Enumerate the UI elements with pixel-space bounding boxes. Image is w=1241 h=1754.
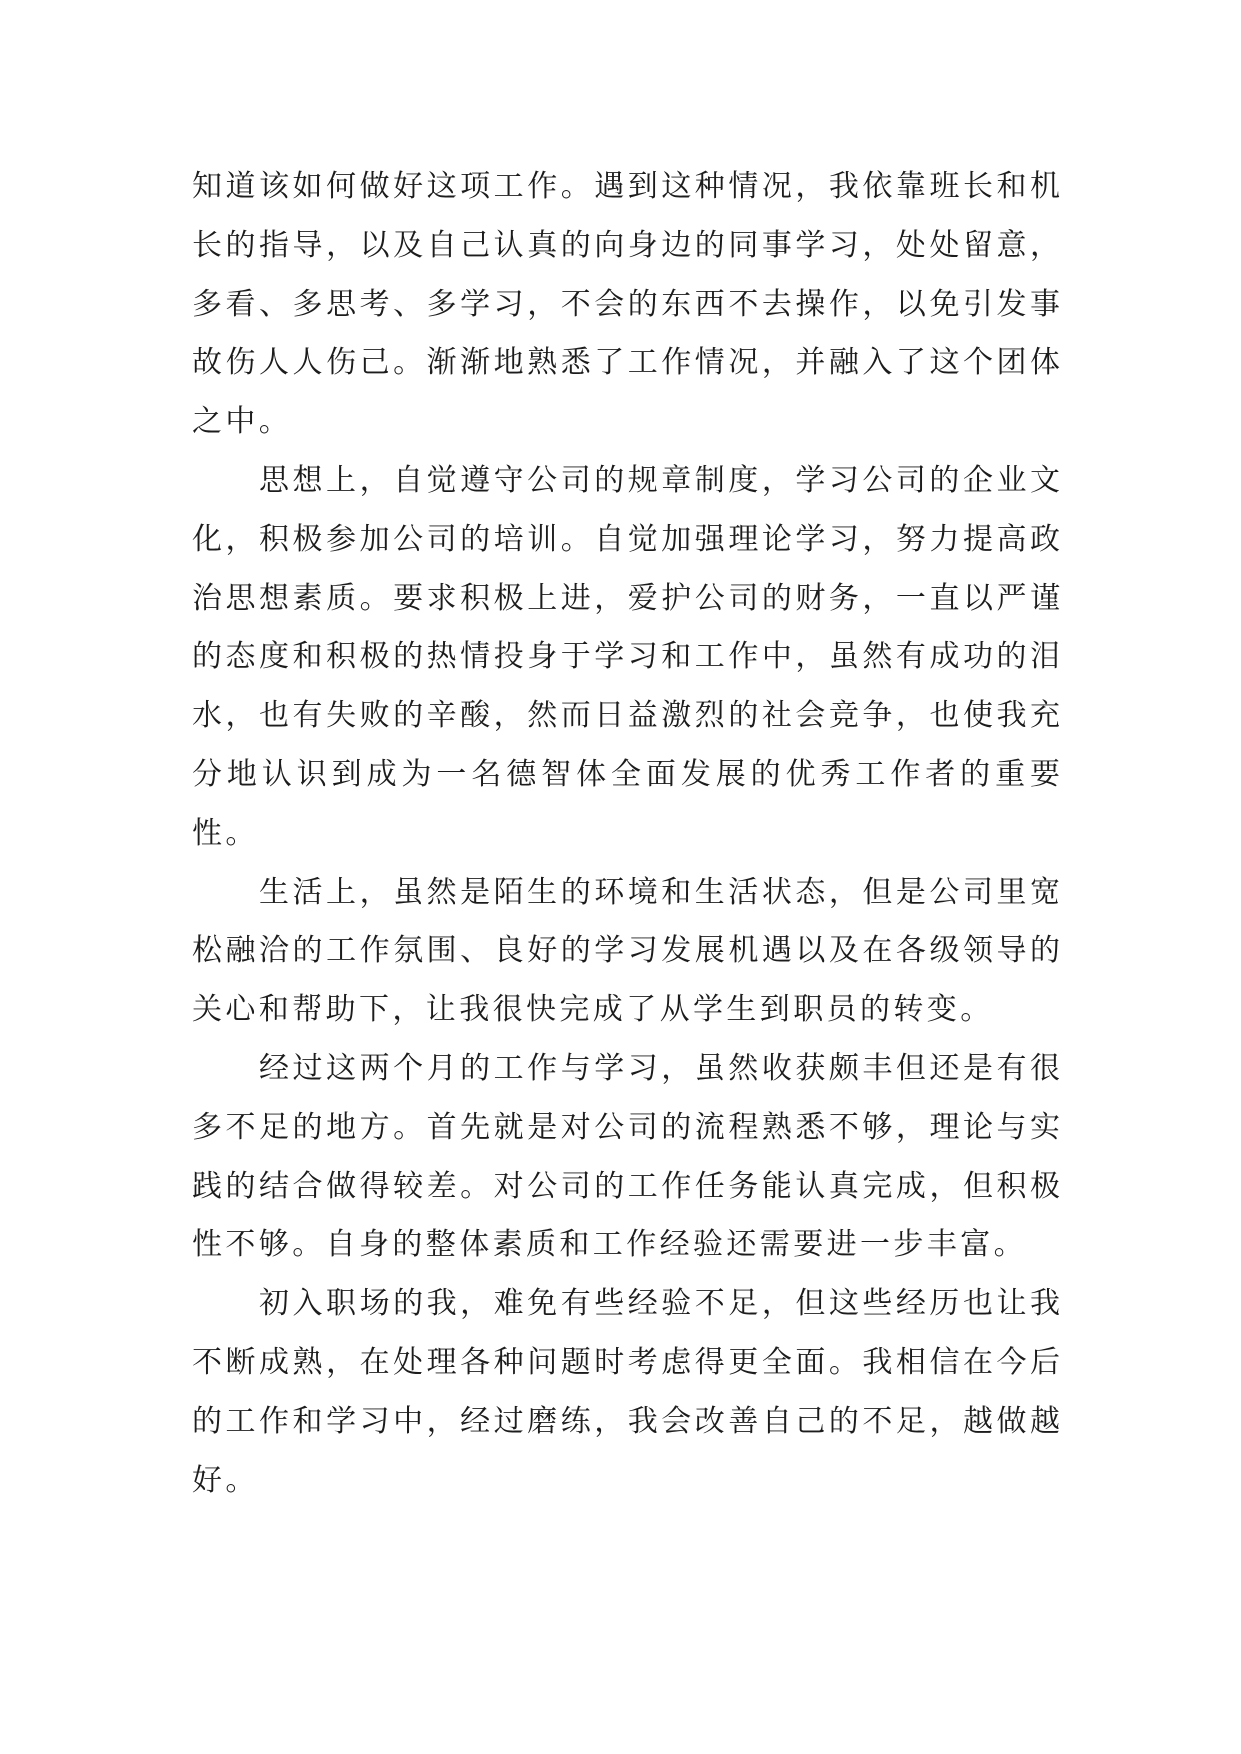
text-line: 不断成熟，在处理各种问题时考虑得更全面。我相信在今后 (192, 1344, 1060, 1380)
text-line: 经过这两个月的工作与学习，虽然收获颇丰但还是有很 (259, 1050, 1060, 1086)
paragraph-continued (192, 158, 1060, 452)
text-line: 性。 (192, 815, 259, 851)
text-line: 化，积极参加公司的培训。自觉加强理论学习，努力提高政 (192, 521, 1060, 557)
text-line: 多不足的地方。首先就是对公司的流程熟悉不够，理论与实 (192, 1109, 1060, 1145)
text-line: 松融洽的工作氛围、良好的学习发展机遇以及在各级领导的 (192, 933, 1060, 969)
text-line: 初入职场的我，难免有些经验不足，但这些经历也让我 (259, 1286, 1060, 1322)
paragraph (192, 1040, 1060, 1275)
text-line: 之中。 (192, 404, 293, 440)
text-line: 的态度和积极的热情投身于学习和工作中，虽然有成功的泪 (192, 639, 1060, 675)
text-line: 生活上，虽然是陌生的环境和生活状态，但是公司里宽 (259, 874, 1060, 910)
text-line: 思想上，自觉遵守公司的规章制度，学习公司的企业文 (259, 462, 1060, 498)
text-line: 治思想素质。要求积极上进，爱护公司的财务，一直以严谨 (192, 580, 1060, 616)
text-line: 长的指导，以及自己认真的向身边的同事学习，处处留意， (192, 227, 1060, 263)
text-line: 好。 (192, 1462, 259, 1498)
text-line: 践的结合做得较差。对公司的工作任务能认真完成，但积极 (192, 1168, 1060, 1204)
text-line: 知道该如何做好这项工作。遇到这种情况，我依靠班长和机 (192, 169, 1060, 204)
text-line: 性不够。自身的整体素质和工作经验还需要进一步丰富。 (192, 1227, 1027, 1263)
text-line: 故伤人人伤己。渐渐地熟悉了工作情况，并融入了这个团体 (192, 345, 1060, 381)
paragraph (192, 864, 1060, 1040)
paragraph (192, 1275, 1060, 1510)
text-line: 的工作和学习中，经过磨练，我会改善自己的不足，越做越 (192, 1403, 1060, 1439)
paragraph (192, 452, 1060, 864)
document-body (192, 158, 1060, 1510)
text-line: 水，也有失败的辛酸，然而日益激烈的社会竞争，也使我充 (192, 698, 1060, 734)
text-line: 多看、多思考、多学习，不会的东西不去操作，以免引发事 (192, 286, 1060, 322)
text-line: 分地认识到成为一名德智体全面发展的优秀工作者的重要 (192, 756, 1060, 792)
text-line: 关心和帮助下，让我很快完成了从学生到职员的转变。 (192, 992, 994, 1028)
